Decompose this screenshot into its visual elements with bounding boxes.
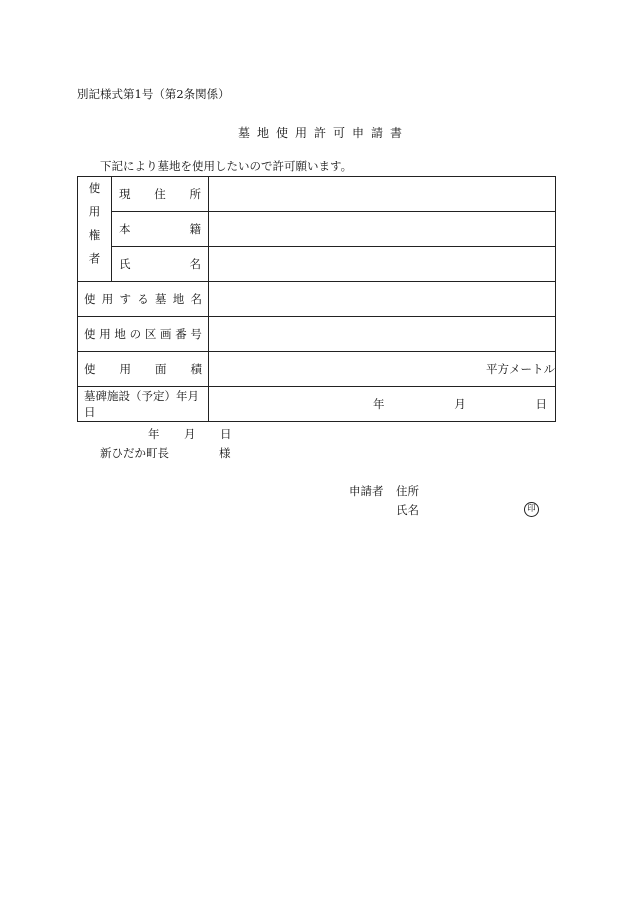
cemetery-label-text-char-6: 名 <box>190 292 202 306</box>
seal-icon <box>524 500 539 517</box>
plot-row <box>78 317 556 352</box>
monument-label-text: 墓碑施設（予定）年月日 <box>84 389 199 419</box>
form-reference: 別記様式第1号（第2条関係） <box>77 87 230 101</box>
cemetery-field[interactable] <box>209 282 556 317</box>
area-label-cell <box>78 352 209 387</box>
page-title: 墓地使用許可申請書 <box>238 126 410 140</box>
application-table <box>77 176 556 422</box>
domicile-row <box>78 212 556 247</box>
name-label-cell <box>112 247 209 282</box>
plot-label-text-char-6: 番 <box>175 327 187 341</box>
monument-row <box>78 387 556 422</box>
cemetery-label-text-char-4: 墓 <box>155 292 167 306</box>
monument-label <box>78 388 208 420</box>
address-field[interactable] <box>209 177 556 212</box>
domicile-label <box>112 221 208 237</box>
address-label <box>112 186 208 202</box>
address-label-cell <box>112 177 209 212</box>
cemetery-label-cell <box>78 282 209 317</box>
area-label-text-char-0: 使 <box>84 362 96 376</box>
cemetery-label-text-char-1: 用 <box>101 292 114 306</box>
address-label-text-char-0: 現 <box>119 187 131 201</box>
date-day: 日 <box>220 427 232 441</box>
address-label-text-char-2: 所 <box>189 187 201 201</box>
plot-label <box>78 326 208 342</box>
date-year: 年 <box>148 427 160 441</box>
seal-mark: 印 <box>524 502 539 517</box>
monument-date-field[interactable] <box>209 387 556 422</box>
name-label <box>112 256 208 272</box>
area-label <box>78 361 208 377</box>
plot-field[interactable] <box>209 317 556 352</box>
domicile-label-text-char-0: 本 <box>119 222 131 236</box>
name-row <box>78 247 556 282</box>
name-label-text-char-1: 名 <box>189 257 201 271</box>
applicant-label: 申請者 <box>349 484 384 498</box>
monument-date <box>209 396 555 412</box>
honorific: 様 <box>219 446 231 460</box>
date-month: 月 <box>184 427 196 441</box>
area-row <box>78 352 556 387</box>
applicant-name-label: 氏名 <box>396 503 419 517</box>
addressee: 新ひだか町長 <box>100 446 169 460</box>
plot-label-cell <box>78 317 209 352</box>
domicile-label-text-char-1: 籍 <box>189 222 201 236</box>
cemetery-label <box>78 291 208 307</box>
plot-label-text-char-4: 区 <box>144 327 157 341</box>
user-group-label: 使用権者 <box>78 177 112 282</box>
monument-label-cell <box>78 387 209 422</box>
plot-label-text-char-5: 画 <box>160 327 172 341</box>
cemetery-label-text-char-3: る <box>137 292 149 306</box>
address-label-text-char-1: 住 <box>154 187 166 201</box>
domicile-label-cell <box>112 212 209 247</box>
name-label-text-char-0: 氏 <box>119 257 131 271</box>
intro-text: 下記により墓地を使用したいので許可願います。 <box>100 159 353 173</box>
cemetery-row <box>78 282 556 317</box>
monument-month: 月 <box>454 397 466 411</box>
monument-day: 日 <box>535 397 547 411</box>
area-label-text-char-1: 用 <box>119 362 131 376</box>
area-label-text-char-2: 面 <box>155 362 167 376</box>
monument-year: 年 <box>373 397 385 411</box>
plot-label-text-char-3: の <box>129 327 142 341</box>
area-unit: 平方メートル <box>486 362 555 376</box>
name-field[interactable] <box>209 247 556 282</box>
plot-label-text-char-0: 使 <box>84 327 96 341</box>
plot-label-text-char-7: 号 <box>190 327 202 341</box>
area-label-text-char-3: 積 <box>190 362 202 376</box>
cemetery-label-text-char-5: 地 <box>172 292 185 306</box>
domicile-field[interactable] <box>209 212 556 247</box>
cemetery-label-text-char-0: 使 <box>84 292 96 306</box>
area-field[interactable] <box>209 352 556 387</box>
address-row <box>78 177 556 212</box>
applicant-address-label: 住所 <box>396 484 419 498</box>
plot-label-text-char-1: 用 <box>99 327 111 341</box>
plot-label-text-char-2: 地 <box>114 327 126 341</box>
cemetery-label-text-char-2: す <box>119 292 131 306</box>
